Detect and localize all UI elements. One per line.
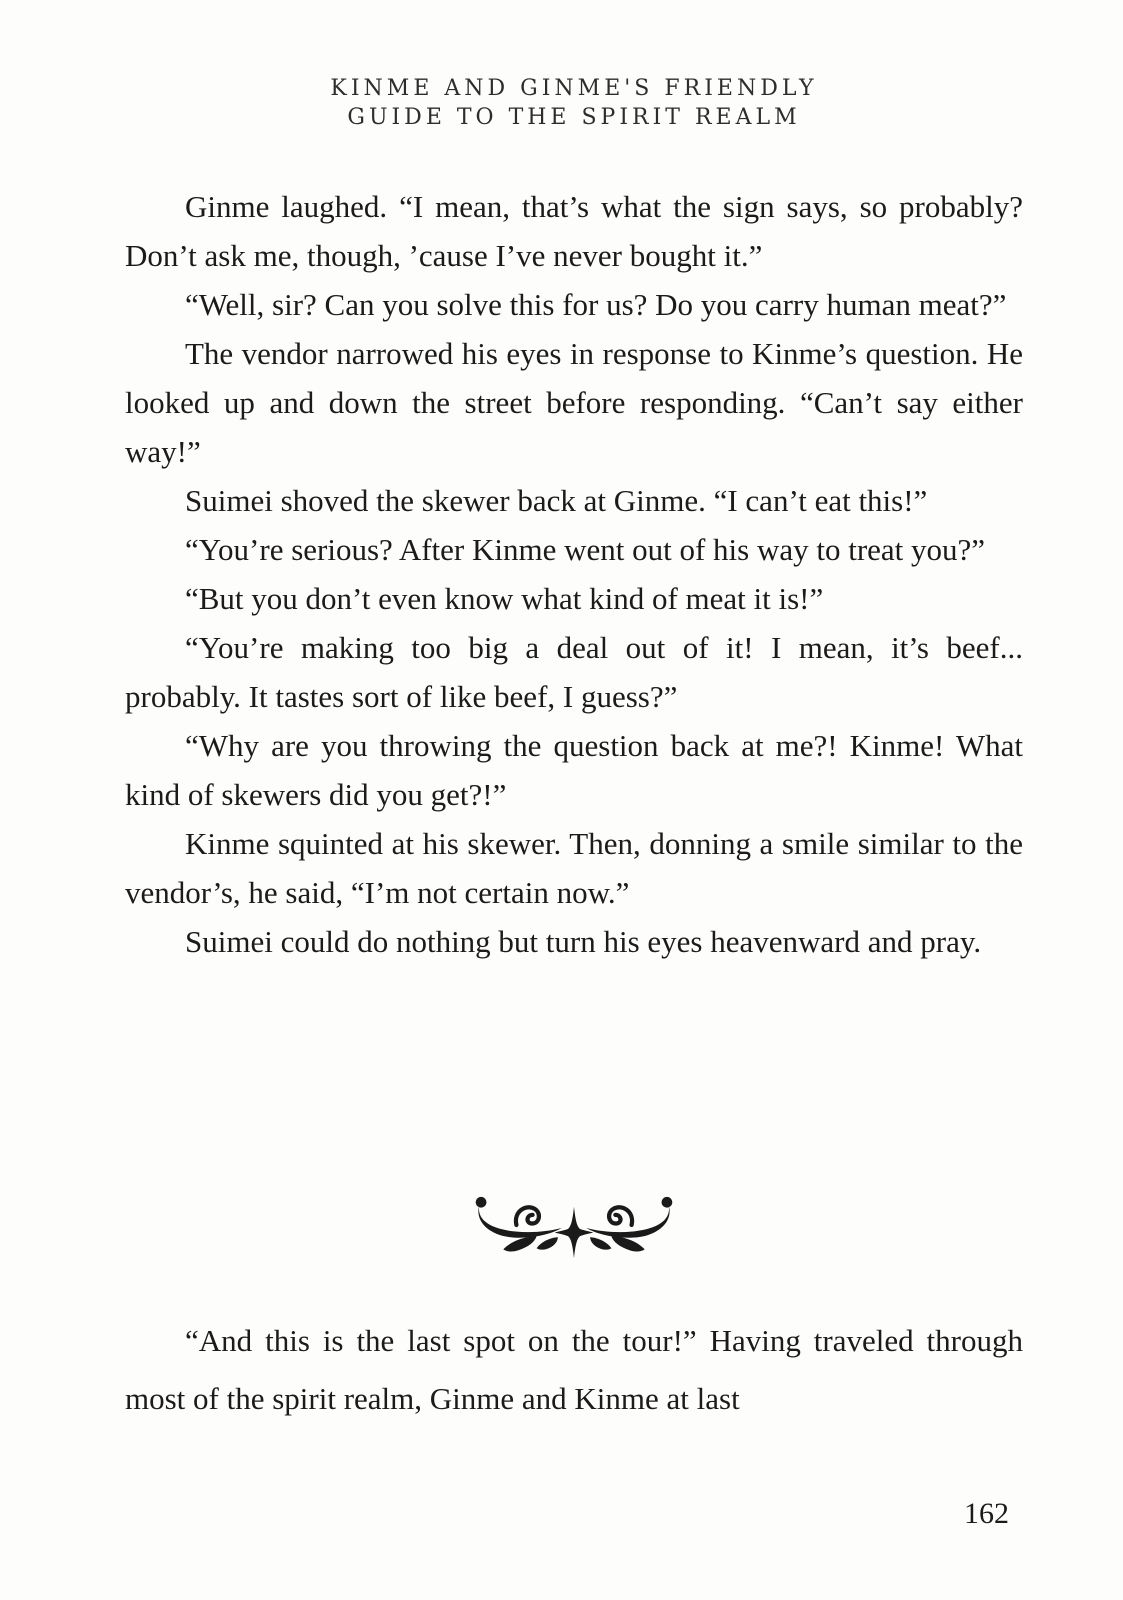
paragraph: The vendor narrowed his eyes in response to Kinme’s question. He looked up and down the street before responding. “Can’t say either way!” (125, 336, 1023, 469)
paragraph: “You’re making too big a deal out of it! I mean, it’s beef... probably. It tastes sort of like beef, I guess?” (125, 630, 1023, 714)
star-shape (555, 1207, 593, 1259)
scene-break-divider (125, 1194, 1023, 1265)
running-header-line2: GUIDE TO THE SPIRIT REALM (347, 105, 801, 130)
paragraph: Ginme laughed. “I mean, that’s what the sign says, so probably? Don’t ask me, though, ’cause I’ve never bought it.” (125, 189, 1023, 273)
running-header-line1: KINME AND GINME'S FRIENDLY (330, 76, 818, 101)
paragraph: Kinme squinted at his skewer. Then, donning a smile similar to the vendor’s, he said, “I’m not certain now.” (125, 826, 1023, 910)
running-header (125, 74, 1023, 132)
flourish-right (586, 1197, 672, 1252)
paragraph: Suimei could do nothing but turn his eyes heavenward and pray. (185, 924, 982, 959)
paragraph: “You’re serious? After Kinme went out of his way to treat you?” (185, 532, 986, 567)
paragraph: “Why are you throwing the question back at me?! Kinme! What kind of skewers did you get?!” (125, 728, 1023, 812)
body-text-after-break (125, 1312, 1023, 1428)
body-text (125, 182, 1023, 966)
paragraph: Suimei shoved the skewer back at Ginme. “I can’t eat this!” (185, 483, 928, 518)
flourish-star-icon (473, 1194, 675, 1260)
paragraph: “But you don’t even know what kind of meat it is!” (185, 581, 824, 616)
paragraph: “Well, sir? Can you solve this for us? Do you carry human meat?” (185, 287, 1007, 322)
flourish-left (476, 1197, 562, 1252)
page-number: 162 (964, 1497, 1009, 1530)
paragraph: “And this is the last spot on the tour!” Having traveled through most of the spirit realm, Ginme and Kinme at last (125, 1323, 1023, 1416)
